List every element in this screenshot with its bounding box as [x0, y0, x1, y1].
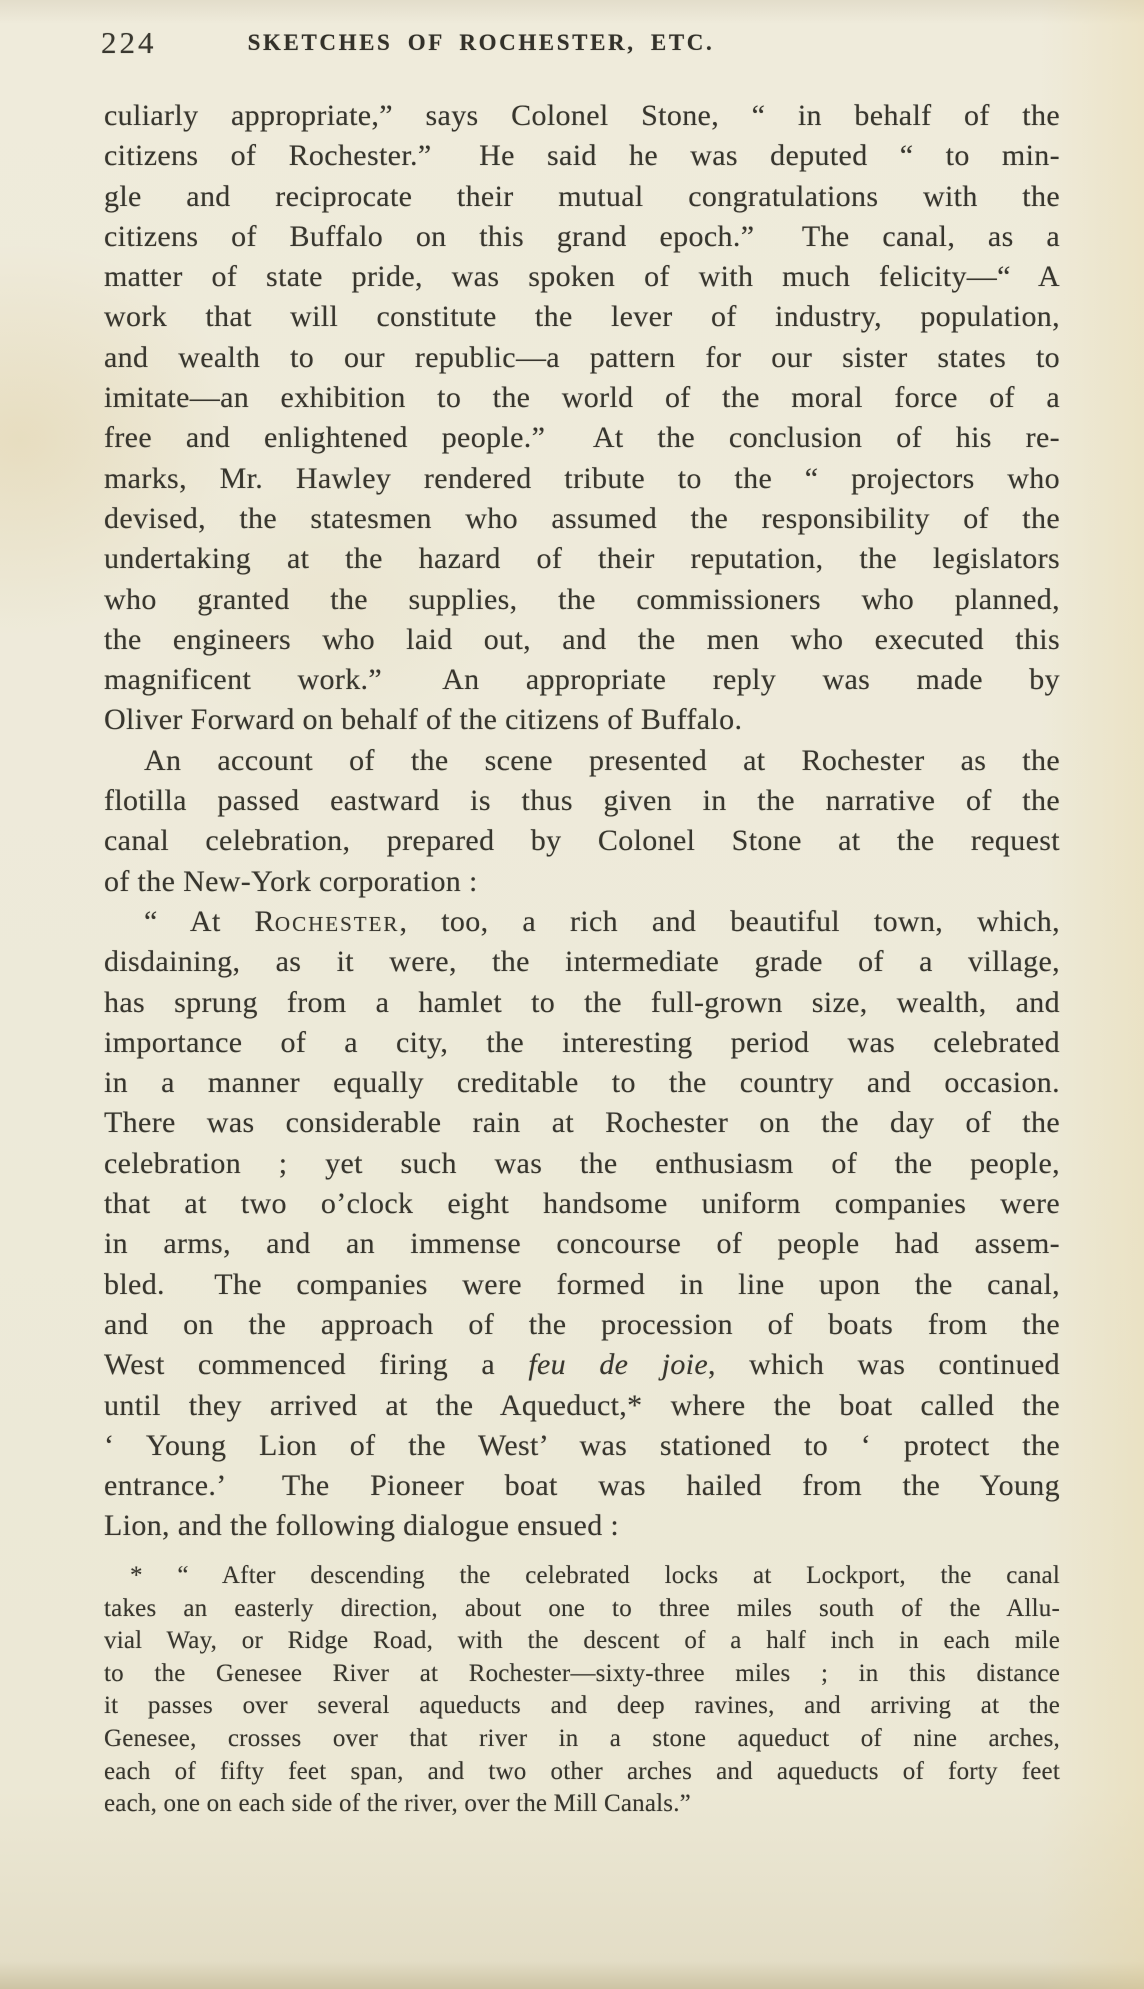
text-line — [104, 177, 1060, 217]
text-line — [104, 1690, 1060, 1723]
text-segment: undertaking at the hazard of their reputation, the legislators — [104, 542, 1060, 576]
text-segment: each, one on each side of the river, over the Mill Canals.” — [104, 1790, 691, 1818]
text-segment: marks, Mr. Hawley rendered tribute to the “ projectors who — [104, 461, 1060, 495]
text-line — [104, 297, 1060, 337]
text-line — [104, 902, 1060, 942]
text-line — [104, 1560, 1060, 1593]
text-line — [104, 217, 1060, 257]
text-segment: work that will constitute the lever of industry, population, — [104, 300, 1060, 334]
text-segment: entrance.’ The Pioneer boat was hailed from the Young — [104, 1469, 1060, 1503]
text-segment: it passes over several aqueducts and deep ravines, and arriving at the — [104, 1692, 1060, 1720]
text-line — [104, 1063, 1060, 1103]
text-segment: There was considerable rain at Rochester on the day of the — [104, 1106, 1060, 1140]
text-segment: to the Genesee River at Rochester—sixty-three miles ; in this distance — [104, 1659, 1060, 1687]
text-segment: in a manner equally creditable to the country and occasion. — [104, 1066, 1060, 1100]
text-line — [104, 499, 1060, 539]
text-line — [104, 1658, 1060, 1691]
text-segment: free and enlightened people.” At the conclusion of his re- — [104, 421, 1060, 455]
text-segment: each of fifty feet span, and two other arches and aqueducts of forty feet — [104, 1757, 1060, 1785]
text-line — [104, 136, 1060, 176]
text-line — [104, 1224, 1060, 1264]
text-segment: West commenced firing a — [104, 1348, 529, 1382]
text-line — [104, 1756, 1060, 1789]
page-header — [0, 25, 1144, 89]
text-line — [104, 1466, 1060, 1506]
text-segment: celebration ; yet such was the enthusiasm of the people, — [104, 1146, 1060, 1180]
text-segment: disdaining, as it were, the intermediate grade of a village, — [104, 945, 1060, 979]
text-segment: takes an easterly direction, about one to three miles south of the Allu- — [104, 1594, 1060, 1622]
text-segment: who granted the supplies, the commissioners who planned, — [104, 582, 1060, 616]
text-segment: matter of state pride, was spoken of with much felicity—“ A — [104, 260, 1060, 294]
text-segment: has sprung from a hamlet to the full-grown size, wealth, and — [104, 985, 1060, 1019]
text-line — [104, 96, 1060, 136]
text-segment: vial Way, or Ridge Road, with the descent of a half inch in each mile — [104, 1627, 1060, 1655]
text-line — [104, 620, 1060, 660]
text-segment: and on the approach of the procession of boats from the — [104, 1307, 1060, 1341]
text-segment: Oliver Forward on behalf of the citizens of Buffalo. — [104, 703, 743, 737]
text-line — [104, 700, 1060, 740]
text-line — [104, 418, 1060, 458]
text-segment: Genesee, crosses over that river in a stone aqueduct of nine arches, — [104, 1724, 1060, 1752]
text-segment: until they arrived at the Aqueduct,* where the boat called the — [104, 1388, 1060, 1422]
smallcaps-text: ochester — [274, 904, 400, 938]
text-line — [104, 862, 1060, 902]
text-segment: that at two o’clock eight handsome uniform companies were — [104, 1187, 1060, 1221]
text-line — [104, 1506, 1060, 1546]
text-segment: importance of a city, the interesting period was celebrated — [104, 1025, 1060, 1059]
text-line — [104, 1144, 1060, 1184]
text-segment: flotilla passed eastward is thus given in the narrative of the — [104, 784, 1060, 818]
text-line — [104, 821, 1060, 861]
text-segment: , too, a rich and beautiful town, which, — [399, 904, 1060, 938]
text-line — [104, 660, 1060, 700]
text-line — [104, 580, 1060, 620]
text-line — [104, 459, 1060, 499]
text-line — [104, 1386, 1060, 1426]
text-line — [104, 378, 1060, 418]
text-segment: citizens of Buffalo on this grand epoch.” The canal, as a — [104, 219, 1060, 253]
text-line — [104, 1723, 1060, 1756]
text-line — [104, 1625, 1060, 1658]
text-segment: Lion, and the following dialogue ensued : — [104, 1509, 620, 1543]
text-line — [104, 942, 1060, 982]
body-text-block — [104, 96, 1060, 1547]
text-line — [104, 539, 1060, 579]
text-segment: ‘ Young Lion of the West’ was stationed to ‘ protect the — [104, 1428, 1060, 1462]
text-line — [104, 1593, 1060, 1626]
text-segment: of the New-York corporation : — [104, 864, 478, 898]
text-segment: * “ After descending the celebrated locks at Lockport, the canal — [130, 1562, 1060, 1589]
text-segment: canal celebration, prepared by Colonel Stone at the request — [104, 824, 1060, 858]
text-line — [104, 338, 1060, 378]
text-segment: citizens of Rochester.” He said he was deputed “ to min- — [104, 139, 1060, 173]
text-segment: gle and reciprocate their mutual congratulations with the — [104, 179, 1060, 213]
text-line — [104, 1265, 1060, 1305]
text-line — [104, 1103, 1060, 1143]
footnote-block — [104, 1560, 1060, 1821]
text-line — [104, 1023, 1060, 1063]
text-line — [104, 1184, 1060, 1224]
text-line — [104, 781, 1060, 821]
text-segment: bled. The companies were formed in line upon the canal, — [104, 1267, 1060, 1301]
text-segment: , which was continued — [708, 1348, 1060, 1382]
text-segment: An account of the scene presented at Rochester as the — [144, 743, 1060, 777]
text-segment: culiarly appropriate,” says Colonel Stone, “ in behalf of the — [104, 99, 1060, 132]
text-segment: and wealth to our republic—a pattern for our sister states to — [104, 340, 1060, 374]
text-line — [104, 1788, 1060, 1821]
text-line — [104, 1305, 1060, 1345]
text-line — [104, 983, 1060, 1023]
text-segment: “ At R — [144, 904, 275, 938]
text-line — [104, 741, 1060, 781]
text-segment: imitate—an exhibition to the world of the moral force of a — [104, 381, 1060, 415]
text-line — [104, 1426, 1060, 1466]
text-line — [104, 257, 1060, 297]
text-segment: in arms, and an immense concourse of people had assem- — [104, 1227, 1060, 1261]
text-segment: devised, the statesmen who assumed the responsibility of the — [104, 501, 1060, 535]
text-segment: magnificent work.” An appropriate reply was made by — [104, 663, 1060, 697]
text-segment: the engineers who laid out, and the men who executed this — [104, 622, 1060, 656]
page-number: 224 — [101, 25, 157, 60]
italic-text: feu de joie — [528, 1348, 709, 1382]
text-line — [104, 1345, 1060, 1385]
running-head: SKETCHES OF ROCHESTER, ETC. — [247, 30, 715, 55]
